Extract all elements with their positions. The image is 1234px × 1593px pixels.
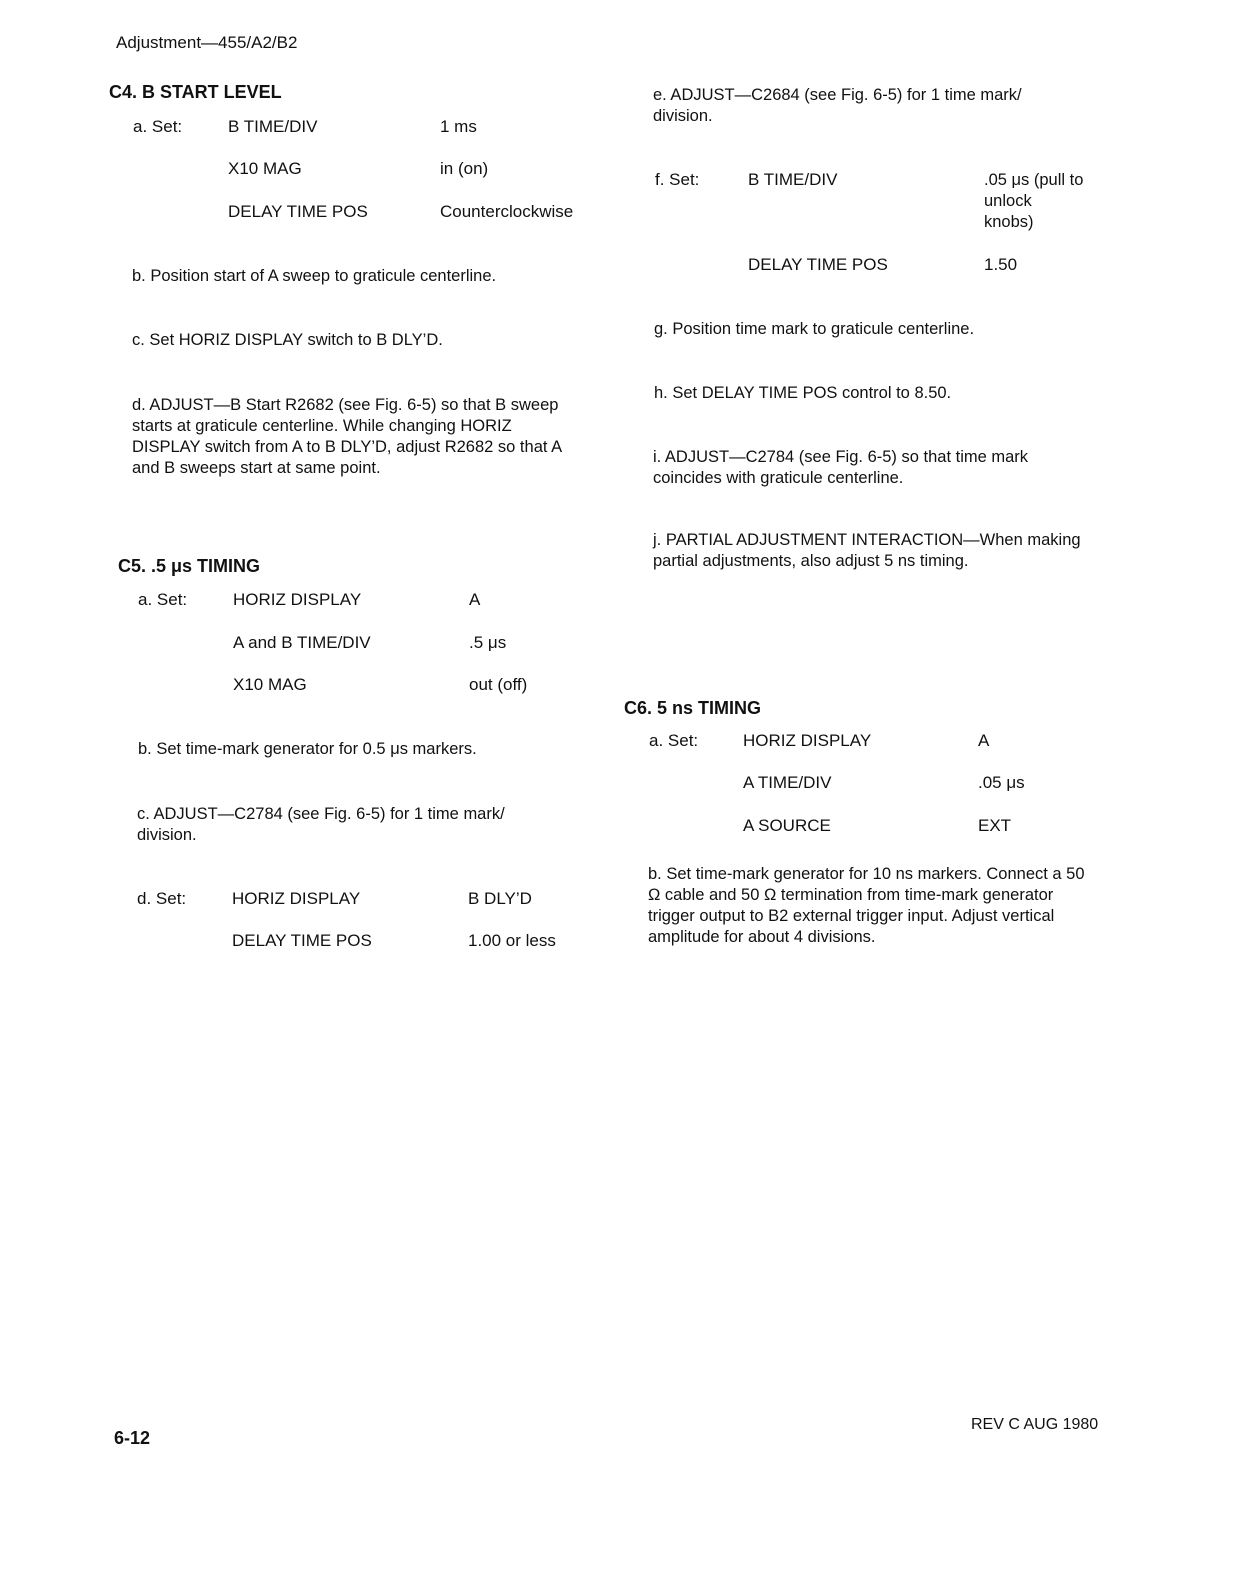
- c4-step-h: h. Set DELAY TIME POS control to 8.50.: [654, 384, 952, 402]
- c5-step-a-label: a. Set:: [138, 590, 188, 609]
- c6-step-a-label: a. Set:: [649, 731, 699, 750]
- c4-step-c: c. Set HORIZ DISPLAY switch to B DLY’D.: [132, 331, 443, 349]
- page-number: 6-12: [114, 1428, 151, 1448]
- c4-step-f-label: f. Set:: [655, 170, 700, 189]
- c5-step-d-label: d. Set:: [137, 889, 187, 908]
- c5-a-control-3: X10 MAG: [233, 675, 307, 694]
- c4-step-d: d. ADJUST—B Start R2682 (see Fig. 6-5) so that B sweep starts at graticule centerline. While changing HORIZ DISPLAY switch from A to B DLY’D, adjust R2682 so that A and B sweeps start at same point.: [132, 396, 562, 477]
- c4-step-g: g. Position time mark to graticule centerline.: [654, 320, 975, 338]
- c4-a-value-2: in (on): [440, 159, 489, 178]
- c5-a-value-3: out (off): [469, 675, 528, 694]
- c6-a-control-3: A SOURCE: [743, 816, 831, 835]
- c4-f-control-1: B TIME/DIV: [748, 170, 838, 189]
- c5-a-value-2: .5 μs: [469, 633, 507, 652]
- section-title-c4: C4. B START LEVEL: [109, 82, 282, 102]
- c4-step-a-label: a. Set:: [133, 117, 183, 136]
- c6-a-control-1: HORIZ DISPLAY: [743, 731, 872, 750]
- c4-a-control-1: B TIME/DIV: [228, 117, 318, 136]
- c6-a-value-2: .05 μs: [978, 773, 1025, 792]
- c5-a-control-2: A and B TIME/DIV: [233, 633, 371, 652]
- section-title-c6: C6. 5 ns TIMING: [624, 698, 762, 718]
- c4-step-i: i. ADJUST—C2784 (see Fig. 6-5) so that time mark coincides with graticule centerline.: [653, 448, 1029, 487]
- section-title-c5: C5. .5 μs TIMING: [118, 556, 261, 576]
- c5-a-control-1: HORIZ DISPLAY: [233, 590, 362, 609]
- c6-a-value-1: A: [978, 731, 990, 750]
- revision-date: REV C AUG 1980: [971, 1416, 1099, 1433]
- c6-a-control-2: A TIME/DIV: [743, 773, 832, 792]
- c4-a-value-3: Counterclockwise: [440, 202, 574, 221]
- c5-d-value-2: 1.00 or less: [468, 931, 556, 950]
- c4-a-value-1: 1 ms: [440, 117, 477, 136]
- c4-step-e: e. ADJUST—C2684 (see Fig. 6-5) for 1 time mark/ division.: [653, 86, 1022, 125]
- c5-step-c: c. ADJUST—C2784 (see Fig. 6-5) for 1 time mark/ division.: [137, 805, 505, 844]
- c4-a-control-2: X10 MAG: [228, 159, 302, 178]
- c5-d-control-1: HORIZ DISPLAY: [232, 889, 361, 908]
- c6-step-b: b. Set time-mark generator for 10 ns markers. Connect a 50 Ω cable and 50 Ω termination from time-mark generator trigger output to B2 external trigger input. Adjust vertical amplitude for about 4 divisions.: [648, 865, 1085, 946]
- c4-f-value-2: 1.50: [984, 255, 1018, 274]
- running-title: Adjustment—455/A2/B2: [116, 33, 298, 52]
- c4-a-control-3: DELAY TIME POS: [228, 202, 368, 221]
- c4-step-b: b. Position start of A sweep to graticule centerline.: [132, 267, 497, 285]
- c5-a-value-1: A: [469, 590, 481, 609]
- c4-f-value-1: .05 μs (pull to unlock knobs): [984, 171, 1084, 231]
- c4-f-control-2: DELAY TIME POS: [748, 255, 888, 274]
- c5-step-b: b. Set time-mark generator for 0.5 μs markers.: [138, 740, 477, 758]
- c6-a-value-3: EXT: [978, 816, 1012, 835]
- c5-d-value-1: B DLY’D: [468, 889, 532, 908]
- c5-d-control-2: DELAY TIME POS: [232, 931, 372, 950]
- c4-step-j: j. PARTIAL ADJUSTMENT INTERACTION—When making partial adjustments, also adjust 5 ns timing.: [653, 531, 1081, 570]
